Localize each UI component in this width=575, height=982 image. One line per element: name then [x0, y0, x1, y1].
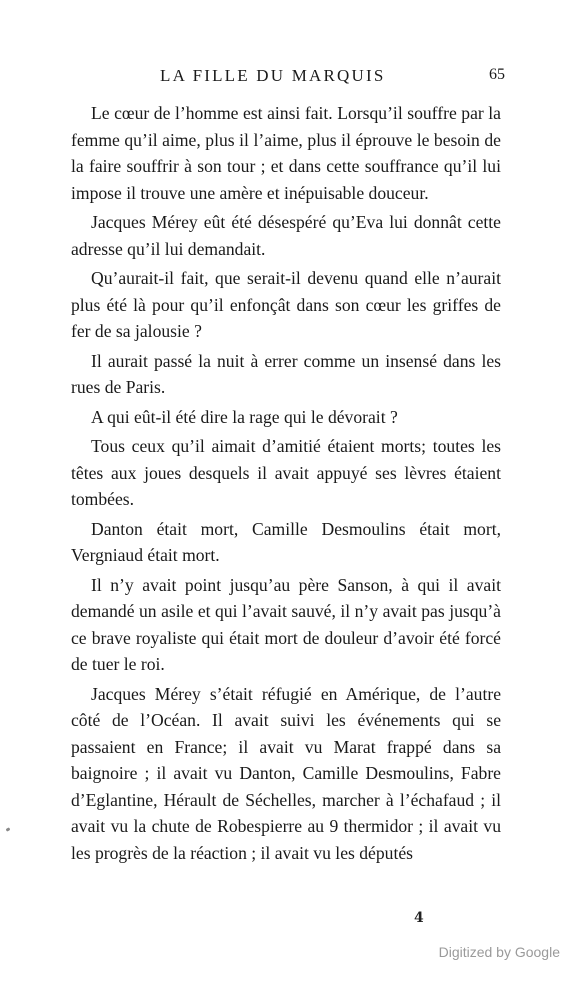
signature-mark: 4	[414, 910, 424, 926]
paragraph: Le cœur de l’homme est ainsi fait. Lorsqu’il souffre par la femme qu’il aime, plus il l’aime, plus il éprouve le besoin de la faire souffrir à son tour ; et dans cette souffrance qu’il lui impose il trouve une amère et inépuisable douceur.	[71, 103, 501, 203]
page-header	[160, 66, 505, 90]
paragraph: Il aurait passé la nuit à errer comme un insensé dans les rues de Paris.	[71, 350, 501, 397]
page-number: 65	[489, 66, 505, 83]
body-text	[71, 100, 501, 869]
digitization-watermark: Digitized by Google	[438, 944, 560, 960]
paragraph: Tous ceux qu’il aimait d’amitié étaient morts; toutes les têtes aux joues desquels il avait appuyé ses lèvres étaient tombées.	[71, 436, 501, 509]
paragraph: Jacques Mérey eût été désespéré qu’Eva lui donnât cette adresse qu’il lui demandait.	[71, 212, 501, 259]
paragraph: Qu’aurait-il fait, que serait-il devenu quand elle n’aurait plus été là pour qu’il enfonçât dans son cœur les griffes de fer de sa jalousie ?	[71, 268, 501, 341]
print-speck	[6, 827, 11, 832]
paragraph: Jacques Mérey s’était réfugié en Amérique, de l’autre côté de l’Océan. Il avait suivi les événements qui se passaient en France; il avait vu Marat frappé dans sa baignoire ; il avait vu Danton, Camille Desmoulins, Fabre d’Eglantine, Hérault de Séchelles, marcher à l’échafaud ; il avait vu la chute de Robespierre au 9 thermidor ; il avait vu les progrès de la réaction ; il avait vu les députés	[71, 683, 501, 863]
paragraph: Danton était mort, Camille Desmoulins était mort, Vergniaud était mort.	[71, 518, 501, 565]
running-title: LA FILLE DU MARQUIS	[160, 66, 386, 85]
paragraph: A qui eût-il été dire la rage qui le dévorait ?	[91, 406, 398, 427]
paragraph: Il n’y avait point jusqu’au père Sanson, à qui il avait demandé un asile et qui l’avait sauvé, il n’y avait pas jusqu’à ce brave royaliste qui était mort de douleur d’avoir été forcé de tuer le roi.	[71, 574, 501, 674]
